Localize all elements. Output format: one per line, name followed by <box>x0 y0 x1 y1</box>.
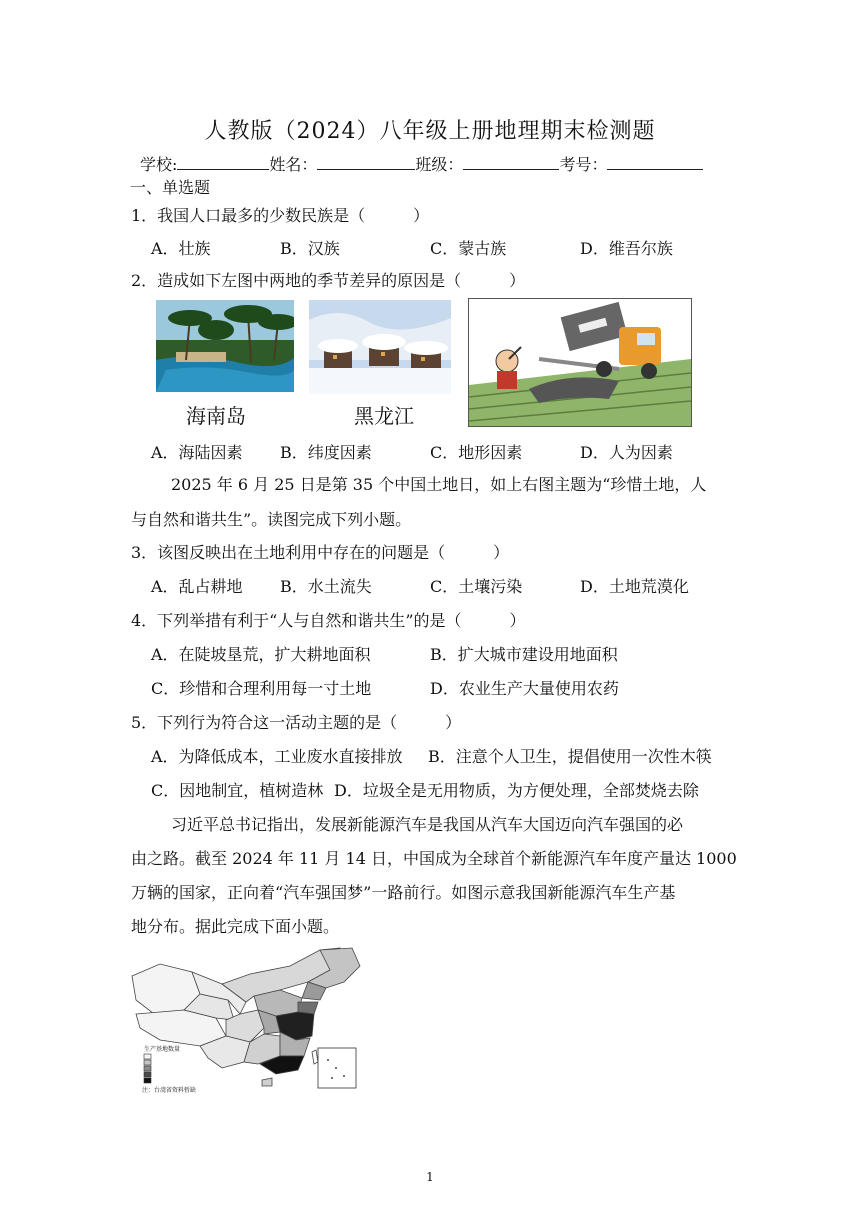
ev-base-map <box>130 944 362 1094</box>
page-number: 1 <box>426 1170 434 1184</box>
q1-stem: 1．我国人口最多的少数民族是（ ） <box>131 206 430 225</box>
q3-option-a: A．乱占耕地 <box>151 577 243 596</box>
passage2-line3: 万辆的国家，正向着“汽车强国梦”一路前行。如图示意我国新能源汽车生产基 <box>131 883 676 902</box>
q2-option-b: B．纬度因素 <box>280 443 372 462</box>
q5-option-c: C．因地制宜，植树造林 <box>151 781 324 800</box>
school-label: 学校: <box>140 155 178 174</box>
hainan-photo <box>156 300 294 392</box>
q4-option-a: A．在陡坡垦荒，扩大耕地面积 <box>151 645 371 664</box>
q4-stem: 4．下列举措有利于“人与自然和谐共生”的是（ ） <box>131 611 526 630</box>
q3-option-b: B．水土流失 <box>280 577 372 596</box>
map-note: 注：台湾省资料暂缺 <box>142 1087 197 1094</box>
passage2-line1: 习近平总书记指出，发展新能源汽车是我国从汽车大国迈向汽车强国的必 <box>171 815 684 834</box>
page-title: 人教版（2024）八年级上册地理期末检测题 <box>204 119 656 144</box>
name-blank <box>317 153 415 170</box>
section-heading: 一、单选题 <box>130 178 211 197</box>
heilongjiang-photo <box>309 300 451 394</box>
q2-option-d: D．人为因素 <box>580 443 673 462</box>
q4-option-d: D．农业生产大量使用农药 <box>430 679 619 698</box>
q1-option-a: A．壮族 <box>151 239 211 258</box>
passage2-line4: 地分布。据此完成下面小题。 <box>131 917 340 936</box>
land-day-cartoon <box>468 298 692 427</box>
heilongjiang-caption: 黑龙江 <box>354 404 414 428</box>
q3-stem: 3．该图反映出在土地利用中存在的问题是（ ） <box>131 543 510 562</box>
student-info-line <box>140 152 703 175</box>
q2-option-c: C．地形因素 <box>430 443 523 462</box>
q4-option-c: C．珍惜和合理利用每一寸土地 <box>151 679 372 698</box>
q1-option-d: D．维吾尔族 <box>580 239 673 258</box>
school-blank <box>177 153 269 170</box>
passage1-line1: 2025 年 6 月 25 日是第 35 个中国土地日，如上右图主题为“珍惜土地，人 <box>171 475 707 494</box>
class-blank <box>463 153 559 170</box>
passage1-line2: 与自然和谐共生”。读图完成下列小题。 <box>131 510 412 529</box>
q5-stem: 5．下列行为符合这一活动主题的是（ ） <box>131 713 462 732</box>
q2-stem: 2．造成如下左图中两地的季节差异的原因是（ ） <box>131 271 526 290</box>
class-label: 班级： <box>415 155 464 174</box>
name-label: 姓名： <box>269 155 318 174</box>
number-label: 考号： <box>559 155 608 174</box>
map-legend-title: 生产基地数量 <box>144 1046 181 1053</box>
number-blank <box>607 153 703 170</box>
passage2-line2: 由之路。截至 2024 年 11 月 14 日，中国成为全球首个新能源汽车年度产量达 1000 <box>131 849 737 868</box>
q3-option-d: D．土地荒漠化 <box>580 577 689 596</box>
q4-option-b: B．扩大城市建设用地面积 <box>430 645 618 664</box>
q2-option-a: A．海陆因素 <box>151 443 243 462</box>
q1-option-c: C．蒙古族 <box>430 239 507 258</box>
q3-option-c: C．土壤污染 <box>430 577 523 596</box>
q5-option-b: B．注意个人卫生，提倡使用一次性木筷 <box>428 747 712 766</box>
hainan-caption: 海南岛 <box>186 404 246 428</box>
q5-option-a: A．为降低成本，工业废水直接排放 <box>151 747 403 766</box>
q1-option-b: B．汉族 <box>280 239 340 258</box>
q5-option-d: D．垃圾全是无用物质，为方便处理，全部焚烧去除 <box>334 781 699 800</box>
